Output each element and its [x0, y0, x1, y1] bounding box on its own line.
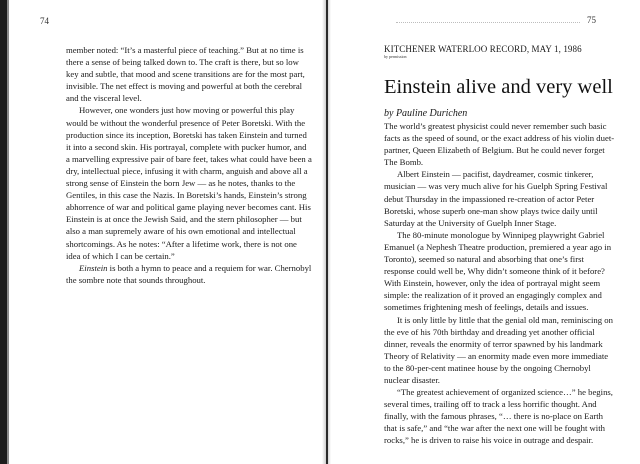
left-paragraph-3-text: is both a hymn to peace and a requiem for war. Chernobyl the sombre note that sounds throughout. [66, 262, 312, 285]
italic-title-einstein: Einstein [79, 262, 108, 273]
right-page-number: 75 [587, 15, 596, 25]
scan-edge-line [7, 0, 9, 464]
left-paragraph-1: member noted: “It’s a masterful piece of teaching.” But at no time is there a sense of being talked down to. The craft is there, but so low key and subtle, that mood and scene transitions are for the most part, invisible. The net effect is moving and powerful at both the cerebral and the visceral level. [66, 45, 305, 104]
article-paragraph-1: The world’s greatest physicist could never remember such basic facts as the speed of sound, or the exact address of his violin duet-partner, Queen Elizabeth of Belgium. But he could never forget The Bomb. [384, 121, 615, 168]
left-page-number: 74 [40, 16, 49, 26]
source-line: KITCHENER WATERLOO RECORD, MAY 1, 1986 [384, 44, 582, 54]
article-paragraph-5: “The greatest achievement of organized science…” he begins, several times, trailing off to track a less horrific thought. And finally, with the famous phrases, “… there is no-place on Earth that is safe,” and “the war after the next one will be fought with rocks,” he is driven to raise his voice in outrage and despair. [384, 387, 613, 446]
gutter-shadow-right [328, 0, 331, 464]
left-paragraph-2: However, one wonders just how moving or powerful this play would be without the wonderful presence of Peter Boretski. With the production since its inception, Boretski has taken Einstein and turned it into a second skin. His portrayal, complete with pucker humor, and a marvelling expressive pair of bare feet, takes what could have been a dry, intellectual piece, infusing it with charm, anguish and above all a strong sense of Einstein the born Jew — as he notes, thanks to the Gentiles, in this case the Nazis. In Boretski’s hands, Einstein’s strong abhorrence of war and political game playing never becomes cant. His Einstein is at once the Jewish Said, and the stern philosopher — but also a man supremely aware of his own emotional and intellectual shortcomings. As he notes: “After a lifetime work, there is not one idea of which I can be certain.” [66, 105, 312, 261]
left-paragraph-3 [66, 262, 312, 286]
article-byline: by Pauline Durichen [384, 108, 468, 119]
article-paragraph-3: The 80-minute monologue by Winnipeg playwright Gabriel Emanuel (a Nephesh Theatre production, premiered a year ago in Toronto), seemed so natural and absorbing that one’s first response could well be, Why didn’t someone think of it before? With Einstein, however, only the idea of portrayal might seem simple: the realization of it proved an engagingly complex and sometimes frightening mesh of feelings, details and issues. [384, 229, 612, 313]
article-headline: Einstein alive and very well [384, 76, 613, 98]
article-paragraph-2: Albert Einstein — pacifist, daydreamer, cosmic tinkerer, musician — was very much alive for his Guelph Spring Festival debut Thursday in the impassioned re-creation of actor Peter Boretski, whose superb one-man show plays twice daily until Saturday at the University of Guelph Inner Stage. [384, 169, 608, 228]
header-rule [396, 22, 580, 23]
permission-note: by permission [384, 54, 407, 59]
left-page-text [66, 44, 312, 286]
scan-edge-shadow [0, 0, 7, 464]
right-page-article [384, 44, 616, 447]
article-paragraph-4: It is only little by little that the genial old man, reminiscing on the eve of his 70th birthday and dreading yet another official dinner, reveals the enormity of terror spawned by his landmark Theory of Relativity — an enormity made even more immediate to the 80-per-cent matinee house by the ongoing Chernobyl nuclear disaster. [384, 314, 613, 385]
article-body [384, 120, 616, 447]
